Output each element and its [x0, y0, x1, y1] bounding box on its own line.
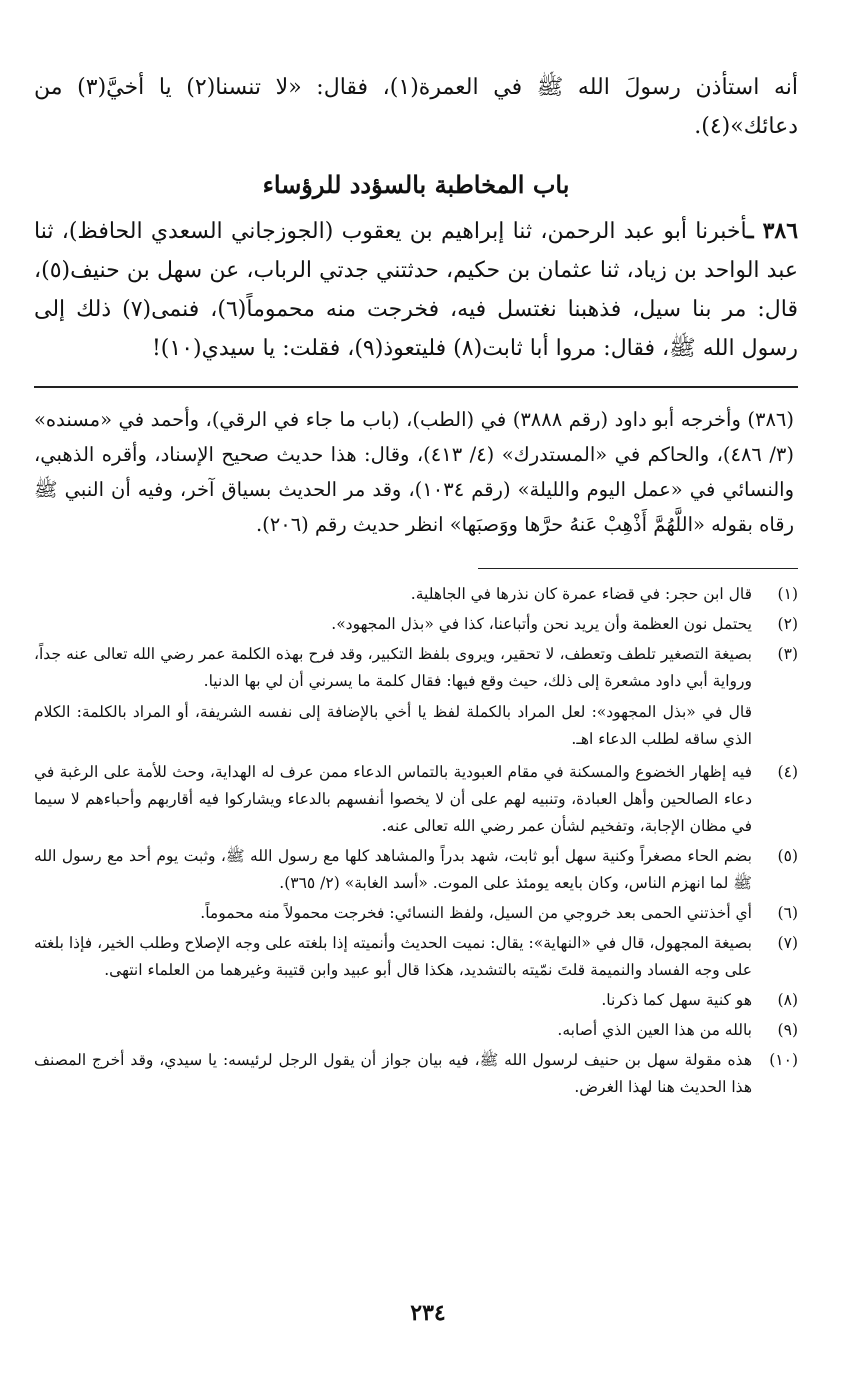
footnote-number: (٨) [777, 991, 798, 1009]
hadith-paragraph [34, 212, 798, 368]
footnote-text: هو كنية سهل كما ذكرنا. [601, 991, 752, 1009]
page-number: ٢٣٤ [410, 1300, 446, 1326]
footnote-item [34, 581, 798, 608]
footnote-text: هذه مقولة سهل بن حنيف لرسول الله ﷺ، فيه بيان جواز أن يقول الرجل لرئيسه: يا سيدي، وقد أخرج المصنف هذا الحديث هنا لهذا الغرض. [34, 1051, 752, 1096]
footnote-item [34, 900, 798, 927]
footnote-number: (٧) [777, 934, 798, 952]
footnote-text: أي أخذتني الحمى بعد خروجي من السيل، ولفظ النسائي: فخرجت محمولاً منه محموماً. [200, 904, 752, 922]
footnote-item [34, 611, 798, 638]
footnote-text: بصيغة التصغير تلطف وتعطف، لا تحقير، ويروى بلفظ التكبير، وقد فرح بهذه الكلمة عمر رضي الله تعالى عنه جداً، ورواية أبي داود مشعرة إلى ذلك، حيث وقع فيها: فقال كلمة ما يسرني أن لي بها الدنيا. [34, 645, 752, 690]
main-text [34, 68, 798, 368]
footnote-text: بالله من هذا العين الذي أصابه. [557, 1021, 752, 1039]
footnote-item [34, 641, 798, 695]
footnote-item [34, 987, 798, 1014]
footnote-number: (٩) [777, 1021, 798, 1039]
divider-rule [34, 386, 798, 388]
footnotes-list [34, 581, 798, 1101]
footnote-number: (٤) [777, 763, 798, 781]
footnote-number: (٣) [777, 645, 798, 663]
footnote-text: بصيغة المجهول، قال في «النهاية»: يقال: نميت الحديث وأنميته إذا بلغته على وجه الإصلاح وطلب الخير، فإذا بلغته على وجه الفساد والنميمة قلتَ نمّيته بالتشديد، هكذا قال أبو عبيد وابن قتيبة وغيرهما من العلماء انتهى. [34, 934, 752, 979]
footnote-separator [478, 568, 798, 569]
footnote-item [34, 1017, 798, 1044]
top-paragraph: أنه استأذن رسولَ الله ﷺ في العمرة(١)، فقال: «لا تنسنا(٢) يا أخيَّ(٣) من دعائك»(٤). [34, 75, 798, 139]
footnote-number: (٦) [777, 904, 798, 922]
footnote-number: (٢) [777, 615, 798, 633]
footnote-number: (٥) [777, 847, 798, 865]
hadith-text: أخبرنا أبو عبد الرحمن، ثنا إبراهيم بن يعقوب (الجوزجاني السعدي الحافظ)، ثنا عبد الواحد بن زياد، ثنا عثمان بن حكيم، حدثتني جدتي الرباب، عن سهل بن حنيف(٥)، قال: مر بنا سيل، فذهبنا نغتسل فيه، فخرجت منه محموماً(٦)، فنمى(٧) ذلك إلى رسول الله ﷺ، فقال: مروا أبا ثابت(٨) فليتعوذ(٩)، فقلت: يا سيدي(١٠)! [34, 219, 798, 361]
footnote-item [34, 930, 798, 984]
footnote-item [34, 1047, 798, 1101]
footnote-item [34, 759, 798, 840]
chapter-title: باب المخاطبة بالسؤدد للرؤساء [262, 170, 570, 199]
footnote-number: (١٠) [769, 1051, 798, 1069]
footnote-continuation: قال في «بذل المجهود»: لعل المراد بالكملة لفظ يا أخي بالإضافة إلى نفسه الشريفة، أو المراد بالكلمة: الكلام الذي ساقه لطلب الدعاء اهـ. [34, 703, 752, 748]
footnote-number: (١) [777, 585, 798, 603]
footnote-text: يحتمل نون العظمة وأن يريد نحن وأتباعنا، كذا في «بذل المجهود». [331, 615, 752, 633]
page-content [34, 68, 798, 1104]
hadith-number: ٣٨٦ ـ [747, 218, 799, 244]
takhrij-paragraph: (٣٨٦) وأخرجه أبو داود (رقم ٣٨٨٨) في (الطب)، (باب ما جاء في الرقي)، وأحمد في «مسنده» (٣/ ٤٨٦)، والحاكم في «المستدرك» (٤/ ٤١٣)، وقال: هذا حديث صحيح الإسناد، وأقره الذهبي، والنسائي في «عمل اليوم والليلة» (رقم ١٠٣٤)، وقد مر الحديث بسياق آخر، وفيه أن النبي ﷺ رقاه بقوله «اللَّهُمَّ أَذْهِبْ عَنهُ حرَّها ووَصبَها» انظر حديث رقم (٢٠٦). [34, 408, 795, 536]
footnote-text: فيه إظهار الخضوع والمسكنة في مقام العبودية بالتماس الدعاء ممن عرف له الهداية، وحث للأمة على الرغبة في دعاء الصالحين وأهل العبادة، وتنبيه لهم على أن لا يخصوا أنفسهم بالدعاء ويشاركوا فيه أقاربهم وأحباءهم لا سيما في مظان الإجابة، وتفخيم لشأن عمر رضي الله تعالى عنه. [34, 763, 752, 835]
footnote-text: قال ابن حجر: في قضاء عمرة كان نذرها في الجاهلية. [410, 585, 752, 603]
footnote-text: بضم الحاء مصغراً وكنية سهل أبو ثابت، شهد بدراً والمشاهد كلها مع رسول الله ﷺ، وثبت يوم أحد مع رسول الله ﷺ لما انهزم الناس، وكان بايعه يومئذ على الموت. «أسد الغابة» (٢/ ٣٦٥). [34, 847, 752, 892]
footnote-item [34, 843, 798, 897]
